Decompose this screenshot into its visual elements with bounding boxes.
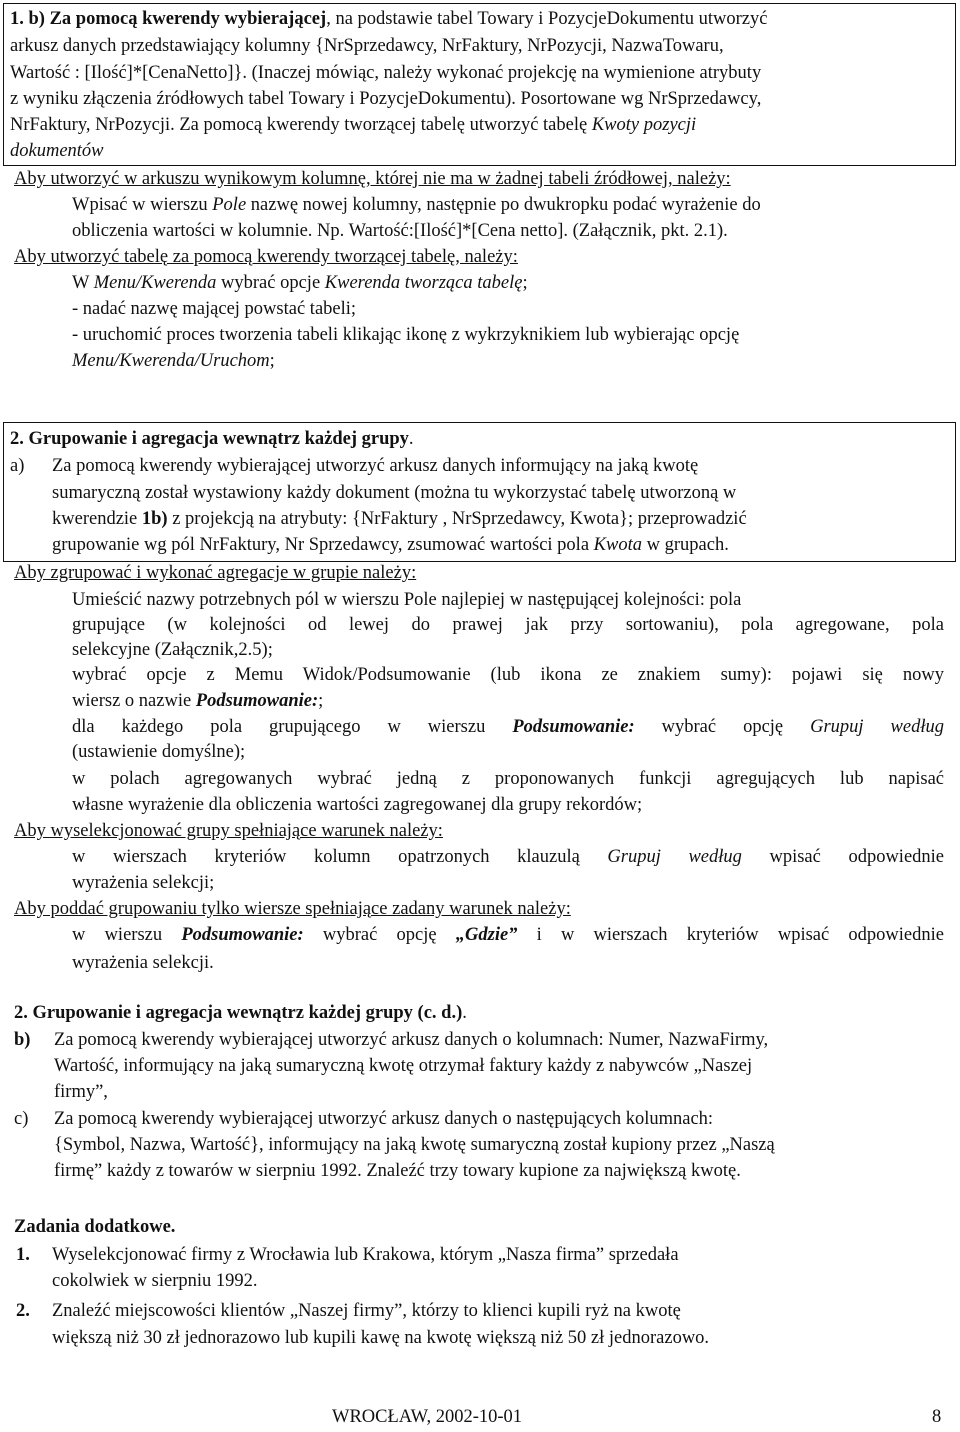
task-2c-line-3: firmę” każdy z towarów w sierpniu 1992. Znaleźć trzy towary kupione za największą kwotę.: [54, 1161, 741, 1181]
instruction-step: [72, 690, 323, 712]
row-name: Podsumowanie:: [195, 691, 319, 711]
task-2b-line-1: Za pomocą kwerendy wybierającej utworzyć arkusz danych o kolumnach: Numer, NazwaFirmy,: [54, 1030, 769, 1050]
instruction-step: wyrażenia selekcji;: [72, 873, 215, 893]
task-1b-line-6: dokumentów: [10, 141, 104, 161]
text: kwerendzie: [52, 509, 142, 529]
task-label: c): [14, 1109, 29, 1129]
row-name: Podsumowanie:: [181, 925, 304, 945]
instruction-step: selekcyjne (Załącznik,2.5);: [72, 640, 273, 660]
text: Wpisać w wierszu: [72, 195, 213, 215]
text: grupowanie wg pól NrFaktury, Nr Sprzedawcy, zsumować wartości pola: [52, 535, 594, 555]
instruction-step: [72, 924, 944, 946]
instruction-step: wyrażenia selekcji.: [72, 953, 214, 973]
option-name: Grupuj według: [810, 717, 944, 737]
table-name: Kwoty pozycji: [591, 115, 697, 135]
text: .: [408, 429, 414, 449]
section-2-title: [10, 428, 414, 450]
task-1b-lead: 1. b) Za pomocą kwerendy wybierającej: [10, 9, 327, 29]
task-2c-line-2: {Symbol, Nazwa, Wartość}, informujący na jaką kwotę sumaryczną został kupiony przez „Naszą: [54, 1135, 775, 1155]
text: dla każdego pola grupującego w wierszu: [72, 717, 513, 737]
task-2a-line-3: [52, 508, 747, 530]
task-number: 1.: [16, 1245, 30, 1265]
text: w wierszu: [72, 925, 182, 945]
text: Umieścić nazwy potrzebnych pól w wierszu Pole najlepiej w następującej kolejności: pola: [72, 590, 742, 610]
instruction-step: własne wyrażenie dla obliczenia wartości zagregowanej dla grupy rekordów;: [72, 795, 643, 815]
instruction-step: [72, 589, 944, 611]
instruction-step: - nadać nazwę mającej powstać tabeli;: [72, 299, 357, 319]
instruction-step: [72, 272, 528, 294]
task-1b-text: NrFaktury, NrPozycji. Za pomocą kwerendy tworzącej tabelę utworzyć tabelę: [10, 115, 592, 135]
text: wiersz o nazwie: [72, 691, 196, 711]
task-number: 2.: [16, 1301, 30, 1321]
text: wybrać opcję: [634, 717, 811, 737]
extra-task-1-line-2: cokolwiek w sierpniu 1992.: [52, 1271, 258, 1291]
task-2a-line-1: Za pomocą kwerendy wybierającej utworzyć arkusz danych informujący na jaką kwotę: [52, 456, 699, 476]
instruction-step: wybrać opcje z Memu Widok/Podsumowanie (lub ikona ze znakiem sumy): pojawi się nowy: [72, 665, 944, 685]
page-number: 8: [932, 1407, 942, 1427]
footer-place-date: WROCŁAW, 2002-10-01: [332, 1407, 523, 1427]
section-title: 2. Grupowanie i agregacja wewnątrz każdej grupy: [10, 429, 409, 449]
task-2a-line-2: sumaryczną został wystawiony każdy dokument (można tu wykorzystać tabelę utworzoną w: [52, 483, 737, 503]
menu-path: Menu/Kwerenda: [93, 273, 217, 293]
extra-task-2-line-2: większą niż 30 zł jednorazowo lub kupili kawę na kwotę większą niż 50 zł jednorazowo.: [52, 1328, 710, 1348]
field-name: Kwota: [593, 535, 642, 555]
instruction-step: [72, 716, 944, 738]
menu-path: Menu/Kwerenda/Uruchom: [72, 351, 270, 371]
extra-task-1-line-1: Wyselekcjonować firmy z Wrocławia lub Krakowa, którym „Nasza firma” sprzedała: [52, 1245, 679, 1265]
instruction-step: [72, 194, 761, 216]
text: wpisać odpowiednie: [741, 847, 945, 867]
text: w wierszach kryteriów kolumn opatrzonych klauzulą: [72, 847, 608, 867]
instruction-heading: Aby zgrupować i wykonać agregacje w grupie należy:: [14, 563, 417, 583]
task-1b-line-3: Wartość : [Ilość]*[CenaNetto]}. (Inaczej mówiąc, należy wykonać projekcję na wymienione atrybuty: [10, 63, 762, 83]
option-name: „Gdzie”: [455, 925, 518, 945]
instruction-heading: Aby poddać grupowaniu tylko wiersze spełniające zadany warunek należy:: [14, 899, 571, 919]
task-2b-line-2: Wartość, informujący na jaką sumaryczną kwotę otrzymał faktury każdy z nabywców „Naszej: [54, 1056, 753, 1076]
text: ;: [318, 691, 324, 711]
text: wybrać opcje: [216, 273, 325, 293]
instruction-step: - uruchomić proces tworzenia tabeli klikając ikonę z wykrzyknikiem lub wybierając opcję: [72, 325, 740, 345]
task-2c-line-1: Za pomocą kwerendy wybierającej utworzyć arkusz danych o następujących kolumnach:: [54, 1109, 714, 1129]
task-1b-text: , na podstawie tabel Towary i PozycjeDokumentu utworzyć: [326, 9, 768, 29]
text: ;: [522, 273, 528, 293]
task-label: a): [10, 456, 25, 476]
text: w grupach.: [642, 535, 729, 555]
extra-tasks-title: Zadania dodatkowe.: [14, 1217, 176, 1237]
task-ref: 1b): [141, 509, 168, 529]
task-1b-line-2: arkusz danych przedstawiający kolumny {NrSprzedawcy, NrFaktury, NrPozycji, NazwaTowaru,: [10, 36, 724, 56]
instruction-step: [72, 846, 944, 868]
text: i w wierszach kryteriów wpisać odpowiednie: [517, 925, 944, 945]
instruction-step: grupujące (w kolejności od lewej do prawej jak przy sortowaniu), pola agregowane, pola: [72, 615, 944, 635]
text: ;: [269, 351, 275, 371]
field-name: Pole: [212, 195, 247, 215]
instruction-step: (ustawienie domyślne);: [72, 742, 246, 762]
section-3-title: [14, 1002, 467, 1024]
task-2a-line-4: [52, 534, 729, 556]
section-title: 2. Grupowanie i agregacja wewnątrz każdej grupy (c. d.): [14, 1003, 463, 1023]
instruction-step: w polach agregowanych wybrać jedną z proponowanych funkcji agregujących lub napisać: [72, 769, 944, 789]
row-name: Podsumowanie:: [512, 717, 635, 737]
task-1b-line-5: [10, 114, 696, 136]
instruction-heading: Aby utworzyć tabelę za pomocą kwerendy tworzącej tabelę, należy:: [14, 247, 518, 267]
text: z projekcją na atrybuty: {NrFaktury , NrSprzedawcy, Kwota}; przeprowadzić: [167, 509, 747, 529]
task-label: b): [14, 1030, 31, 1050]
extra-task-2-line-1: Znaleźć miejscowości klientów „Naszej firmy”, którzy to klienci kupili ryż na kwotę: [52, 1301, 681, 1321]
menu-option: Kwerenda tworząca tabelę: [324, 273, 523, 293]
instruction-heading: Aby utworzyć w arkuszu wynikowym kolumnę, której nie ma w żadnej tabeli źródłowej, należy:: [14, 169, 731, 189]
instruction-step: obliczenia wartości w kolumnie. Np. Wartość:[Ilość]*[Cena netto]. (Załącznik, pkt. 2.1).: [72, 221, 728, 241]
instruction-heading: Aby wyselekcjonować grupy spełniające warunek należy:: [14, 821, 443, 841]
instruction-step: [72, 350, 275, 372]
task-1b-line-1: [10, 8, 767, 30]
text: W: [72, 273, 94, 293]
text: wybrać opcję: [303, 925, 456, 945]
task-2b-line-3: firmy”,: [54, 1082, 108, 1102]
task-1b-line-4: z wyniku złączenia źródłowych tabel Towary i PozycjeDokumentu). Posortowane wg NrSprzedawcy,: [10, 89, 762, 109]
option-name: Grupuj według: [607, 847, 742, 867]
text: nazwę nowej kolumny, następnie po dwukropku podać wyrażenie do: [246, 195, 761, 215]
text: .: [462, 1003, 467, 1023]
